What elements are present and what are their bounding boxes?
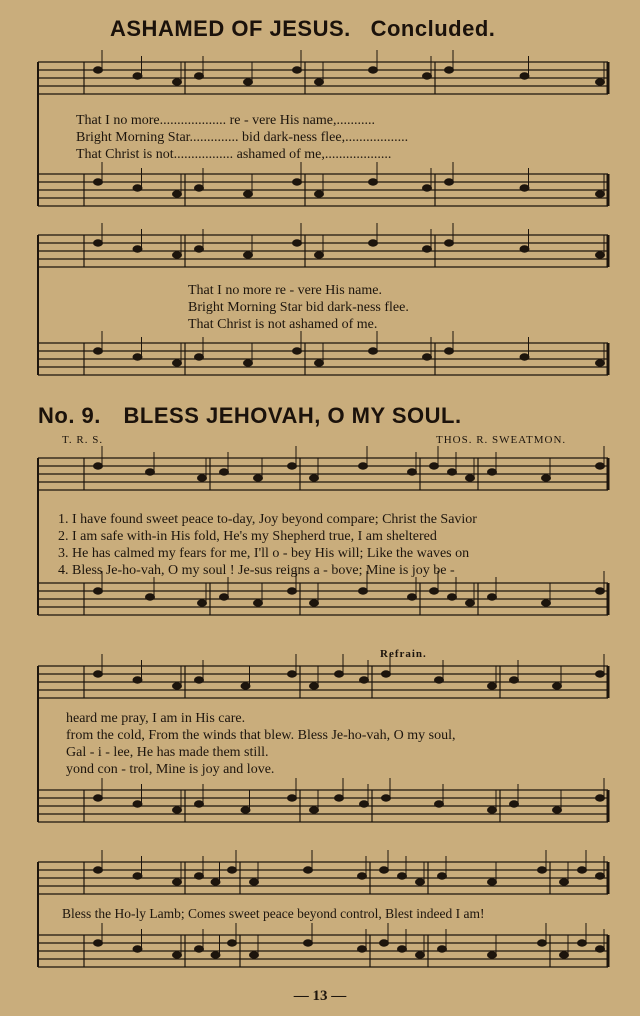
- note-head: [445, 348, 454, 354]
- note-head: [94, 348, 103, 354]
- note-head: [430, 463, 439, 469]
- note-head: [359, 588, 368, 594]
- verse-line: 3. He has calmed my fears for me, I'll o - bey His will; Like the waves on: [58, 546, 470, 561]
- note-head: [315, 252, 324, 258]
- note-head: [596, 873, 605, 879]
- note-head: [133, 73, 142, 79]
- note-head: [553, 683, 562, 689]
- note-head: [310, 600, 319, 606]
- note-head: [315, 191, 324, 197]
- note-head: [288, 463, 297, 469]
- note-head: [488, 879, 497, 885]
- note-head: [211, 879, 220, 885]
- note-head: [146, 594, 155, 600]
- note-head: [596, 252, 605, 258]
- note-head: [173, 879, 182, 885]
- note-head: [423, 73, 432, 79]
- verse-line: 4. Bless Je-ho-vah, O my soul ! Je-sus reigns a - bove; Mine is joy be -: [58, 563, 455, 578]
- note-head: [241, 683, 250, 689]
- note-head: [596, 191, 605, 197]
- note-head: [560, 952, 569, 958]
- note-head: [310, 475, 319, 481]
- note-head: [195, 73, 204, 79]
- note-head: [173, 191, 182, 197]
- verse-line: 2. I am safe with-in His fold, He's my Shepherd true, I am sheltered: [58, 529, 437, 544]
- note-head: [520, 354, 529, 360]
- note-head: [228, 940, 237, 946]
- note-head: [254, 600, 263, 606]
- note-head: [146, 469, 155, 475]
- note-head: [304, 940, 313, 946]
- verse-line: yond con - trol, Mine is joy and love.: [66, 762, 275, 777]
- note-head: [211, 952, 220, 958]
- note-head: [578, 940, 587, 946]
- note-head: [94, 940, 103, 946]
- note-head: [416, 952, 425, 958]
- note-head: [380, 867, 389, 873]
- note-head: [198, 475, 207, 481]
- note-head: [578, 867, 587, 873]
- note-head: [94, 179, 103, 185]
- note-head: [510, 801, 519, 807]
- note-head: [560, 879, 569, 885]
- note-head: [94, 867, 103, 873]
- note-head: [510, 677, 519, 683]
- hymn2-title-text: BLESS JEHOVAH, O MY SOUL.: [123, 403, 462, 428]
- note-head: [133, 185, 142, 191]
- note-head: [198, 600, 207, 606]
- note-head: [596, 946, 605, 952]
- note-head: [423, 185, 432, 191]
- note-head: [430, 588, 439, 594]
- note-head: [488, 807, 497, 813]
- verse-line: from the cold, From the winds that blew. Bless Je-ho-vah, O my soul,: [66, 728, 456, 743]
- note-head: [254, 475, 263, 481]
- lyric-line: That I no more re - vere His name.: [188, 283, 382, 298]
- note-head: [173, 360, 182, 366]
- note-head: [466, 600, 475, 606]
- note-head: [220, 469, 229, 475]
- note-head: [369, 348, 378, 354]
- note-head: [293, 179, 302, 185]
- note-head: [241, 807, 250, 813]
- note-head: [542, 600, 551, 606]
- note-head: [195, 873, 204, 879]
- note-head: [369, 179, 378, 185]
- note-head: [315, 360, 324, 366]
- note-head: [173, 683, 182, 689]
- note-head: [380, 940, 389, 946]
- note-head: [423, 246, 432, 252]
- note-head: [553, 807, 562, 813]
- hymn1-title-text: ASHAMED OF JESUS.: [110, 16, 351, 41]
- note-head: [293, 67, 302, 73]
- note-head: [445, 179, 454, 185]
- note-head: [596, 795, 605, 801]
- note-head: [244, 252, 253, 258]
- lyric-line: That Christ is not................. ashamed of me,...................: [76, 147, 392, 162]
- note-head: [244, 191, 253, 197]
- lyric-line: Bright Morning Star bid dark-ness flee.: [188, 300, 409, 315]
- lyric-line: Bright Morning Star.............. bid dark-ness flee,..................: [76, 130, 409, 145]
- composer-credit: THOS. R. SWEATMON.: [436, 434, 567, 446]
- note-head: [596, 360, 605, 366]
- note-head: [133, 354, 142, 360]
- note-head: [133, 677, 142, 683]
- note-head: [94, 463, 103, 469]
- hymn1-bass-lyrics: [188, 282, 409, 333]
- note-head: [173, 807, 182, 813]
- note-head: [293, 348, 302, 354]
- note-head: [360, 677, 369, 683]
- note-head: [335, 671, 344, 677]
- note-head: [488, 952, 497, 958]
- note-head: [250, 952, 259, 958]
- note-head: [315, 79, 324, 85]
- note-head: [173, 252, 182, 258]
- note-head: [596, 79, 605, 85]
- lyricist-credit: T. R. S.: [62, 434, 104, 446]
- note-head: [195, 246, 204, 252]
- note-head: [448, 469, 457, 475]
- note-head: [195, 354, 204, 360]
- hymn2-title: [38, 403, 462, 429]
- note-head: [398, 946, 407, 952]
- note-head: [408, 469, 417, 475]
- hymn1-title-suffix: Concluded.: [370, 16, 496, 41]
- note-head: [438, 873, 447, 879]
- hymn2-verses-b: [66, 710, 455, 778]
- note-head: [94, 588, 103, 594]
- note-head: [94, 67, 103, 73]
- note-head: [94, 795, 103, 801]
- note-head: [398, 873, 407, 879]
- note-head: [304, 867, 313, 873]
- note-head: [435, 677, 444, 683]
- note-head: [310, 807, 319, 813]
- note-head: [173, 952, 182, 958]
- note-head: [288, 588, 297, 594]
- note-head: [293, 240, 302, 246]
- hymn-number: No. 9.: [38, 403, 101, 428]
- note-head: [360, 801, 369, 807]
- note-head: [358, 946, 367, 952]
- note-head: [448, 594, 457, 600]
- note-head: [596, 671, 605, 677]
- note-head: [408, 594, 417, 600]
- note-head: [288, 795, 297, 801]
- note-head: [596, 463, 605, 469]
- lyric-line: That Christ is not ashamed of me.: [188, 317, 378, 332]
- note-head: [244, 360, 253, 366]
- note-head: [133, 801, 142, 807]
- note-head: [596, 588, 605, 594]
- note-head: [288, 671, 297, 677]
- page-number: — 13 —: [293, 988, 347, 1004]
- note-head: [438, 946, 447, 952]
- note-head: [435, 801, 444, 807]
- note-head: [94, 671, 103, 677]
- note-head: [538, 940, 547, 946]
- note-head: [228, 867, 237, 873]
- note-head: [250, 879, 259, 885]
- note-head: [520, 246, 529, 252]
- refrain-lyrics: Bless the Ho-ly Lamb; Comes sweet peace beyond control, Blest indeed I am!: [62, 906, 485, 921]
- note-head: [423, 354, 432, 360]
- note-head: [538, 867, 547, 873]
- note-head: [416, 879, 425, 885]
- note-head: [466, 475, 475, 481]
- note-head: [220, 594, 229, 600]
- note-head: [488, 594, 497, 600]
- hymn2-verses-a: [58, 511, 477, 579]
- note-head: [369, 240, 378, 246]
- note-head: [133, 246, 142, 252]
- note-head: [445, 67, 454, 73]
- note-head: [382, 671, 391, 677]
- note-head: [195, 677, 204, 683]
- note-head: [244, 79, 253, 85]
- verse-line: Gal - i - lee, He has made them still.: [66, 745, 269, 760]
- refrain-label: Refrain.: [380, 648, 427, 660]
- note-head: [195, 801, 204, 807]
- note-head: [133, 873, 142, 879]
- note-head: [195, 946, 204, 952]
- note-head: [369, 67, 378, 73]
- verse-line: 1. I have found sweet peace to-day, Joy beyond compare; Christ the Savior: [58, 512, 477, 527]
- note-head: [310, 683, 319, 689]
- hymn1-treble-lyrics: [76, 112, 408, 163]
- note-head: [359, 463, 368, 469]
- note-head: [94, 240, 103, 246]
- note-head: [382, 795, 391, 801]
- note-head: [542, 475, 551, 481]
- note-head: [195, 185, 204, 191]
- note-head: [520, 185, 529, 191]
- note-head: [488, 683, 497, 689]
- verse-line: heard me pray, I am in His care.: [66, 711, 246, 726]
- note-head: [133, 946, 142, 952]
- lyric-line: That I no more................... re - vere His name,...........: [76, 113, 375, 128]
- note-head: [445, 240, 454, 246]
- note-head: [173, 79, 182, 85]
- note-head: [358, 873, 367, 879]
- note-head: [488, 469, 497, 475]
- note-head: [335, 795, 344, 801]
- note-head: [520, 73, 529, 79]
